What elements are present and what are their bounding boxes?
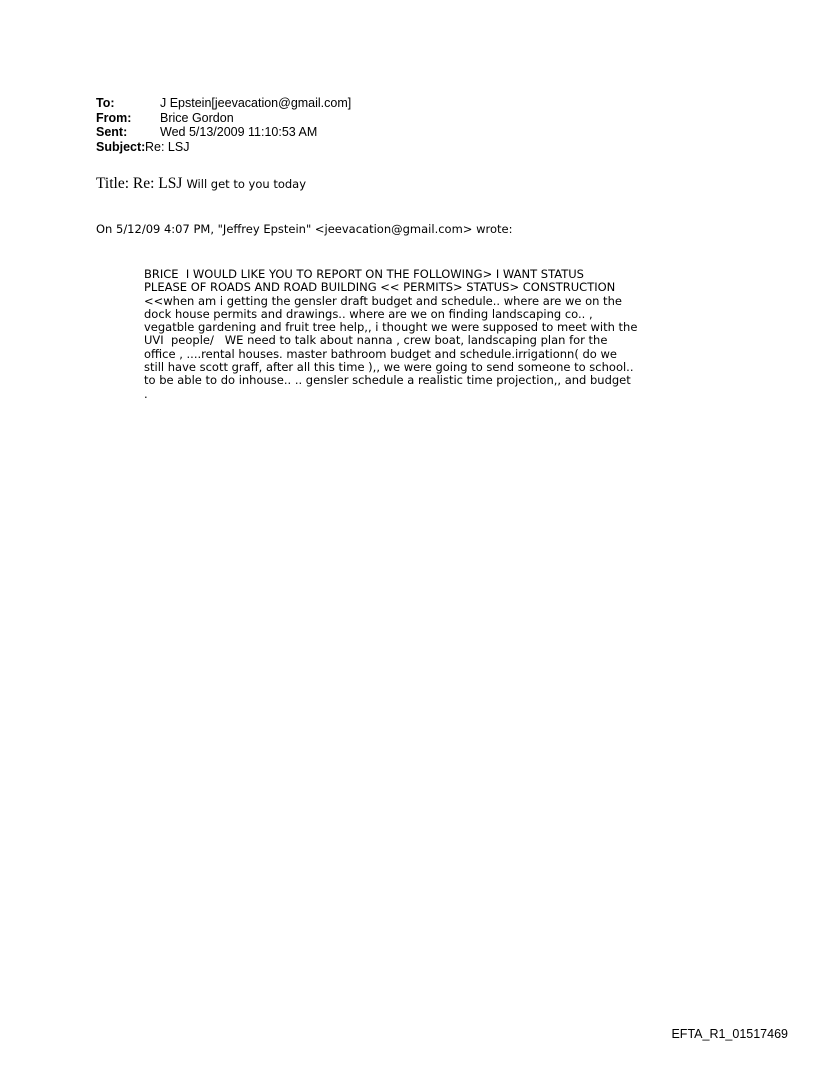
- quoted-line: UVI people/ WE need to talk about nanna , crew boat, landscaping plan for the: [144, 333, 608, 348]
- quoted-line: vegatble gardening and fruit tree help,, i thought we were supposed to meet with the: [144, 320, 638, 335]
- sent-label: Sent:: [96, 125, 128, 139]
- quoted-line: BRICE I WOULD LIKE YOU TO REPORT ON THE FOLLOWING> I WANT STATUS: [144, 267, 584, 281]
- quoted-line: to be able to do inhouse.. .. gensler schedule a realistic time projection,, and budget: [144, 373, 631, 388]
- to-label: To:: [96, 96, 115, 110]
- document-id: EFTA_R1_01517469: [671, 1027, 788, 1041]
- message-title: [96, 175, 306, 193]
- quote-attribution: On 5/12/09 4:07 PM, "Jeffrey Epstein" <jeevacation@gmail.com> wrote:: [96, 222, 513, 236]
- quoted-line: still have scott graff, after all this time ),, we were going to send someone to school..: [144, 360, 634, 375]
- from-label: From:: [96, 110, 132, 125]
- quoted-line: <<when am i getting the gensler draft budget and schedule.. where are we on the: [144, 293, 622, 308]
- email-header: [96, 96, 351, 154]
- quoted-line: PLEASE OF ROADS AND ROAD BUILDING << PERMITS> STATUS> CONSTRUCTION: [144, 280, 616, 295]
- to-row: [96, 96, 351, 111]
- subject-value: Re: LSJ: [145, 139, 190, 154]
- sent-row: [96, 125, 351, 140]
- title-rest: Will get to you today: [186, 177, 307, 191]
- quoted-message: [144, 268, 684, 401]
- subject-row: [96, 140, 351, 155]
- quoted-line: office , ....rental houses. master bathroom budget and schedule.irrigationn( do we: [144, 346, 617, 361]
- from-row: [96, 111, 351, 126]
- from-value: Brice Gordon: [160, 110, 234, 125]
- sent-value: Wed 5/13/2009 11:10:53 AM: [160, 125, 318, 139]
- to-value: J Epstein[jeevacation@gmail.com]: [160, 96, 352, 110]
- quoted-line: dock house permits and drawings.. where are we on finding landscaping co.. ,: [144, 306, 593, 321]
- subject-label: Subject:: [96, 139, 146, 154]
- quoted-line: .: [144, 386, 148, 401]
- title-prefix: Title: Re: LSJ: [96, 175, 183, 192]
